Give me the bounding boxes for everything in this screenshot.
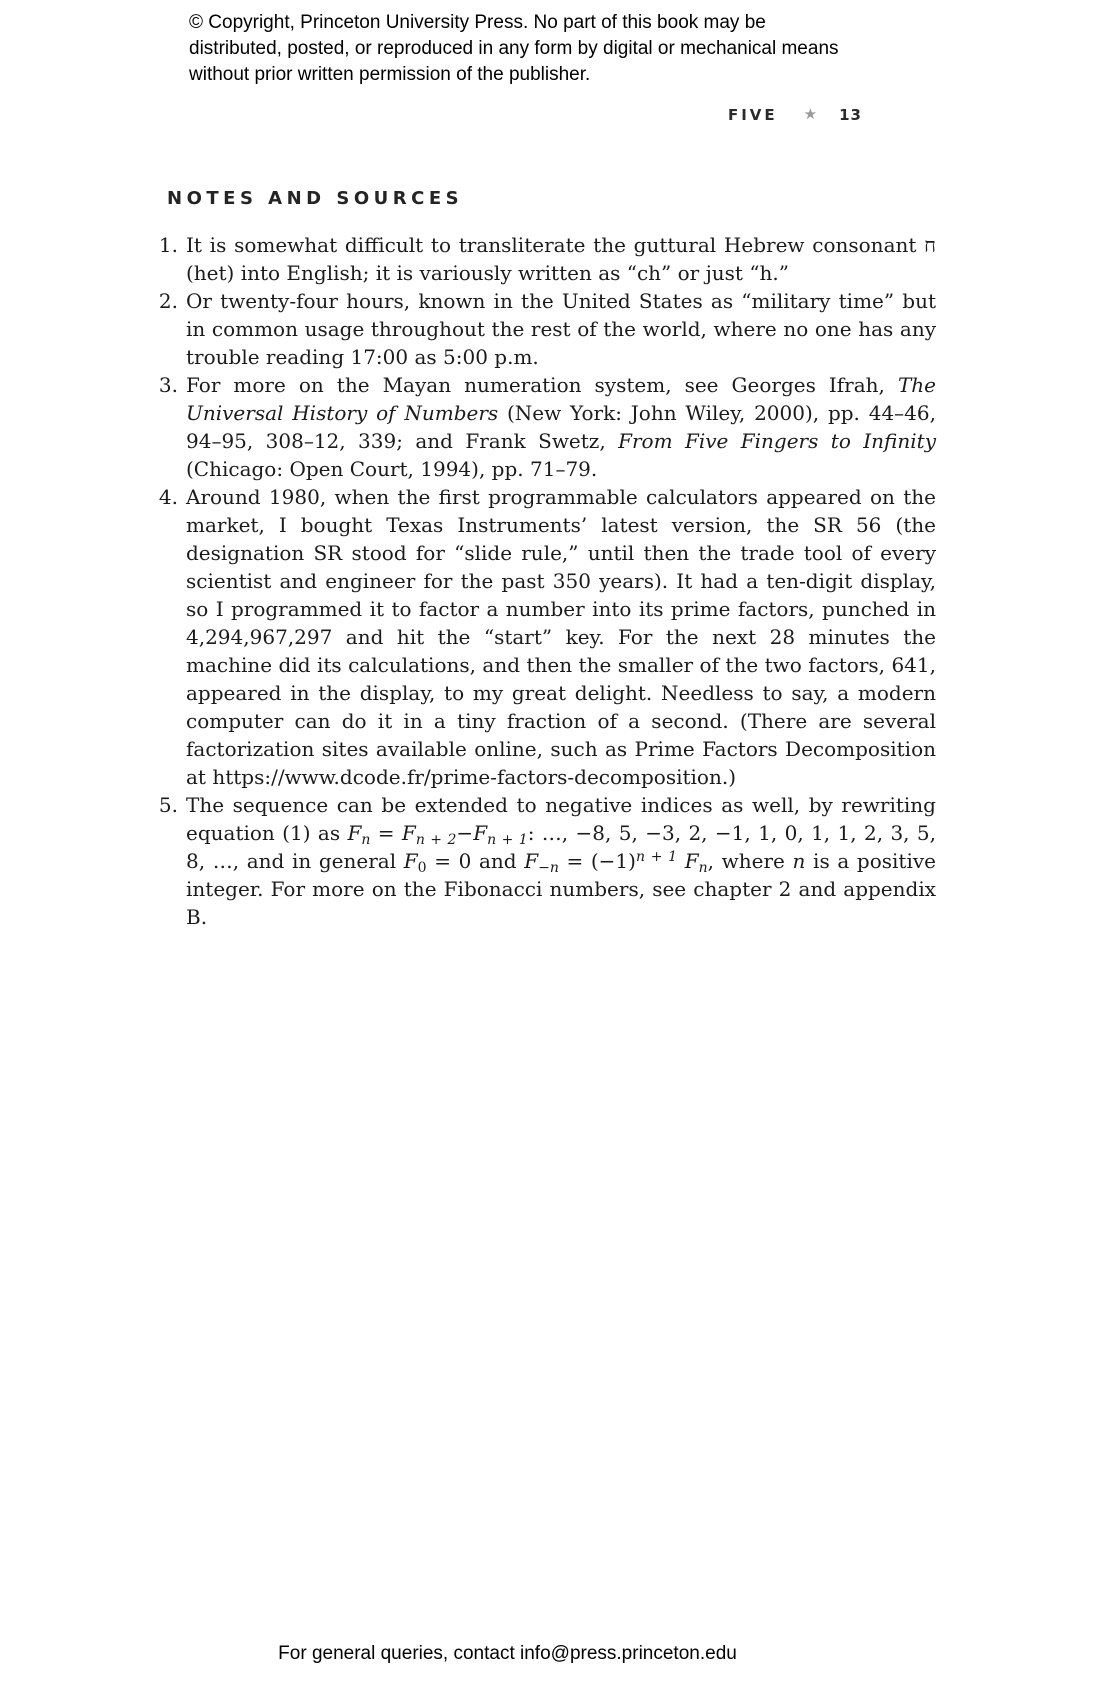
copyright-notice: © Copyright, Princeton University Press. No part of this book may be distributed, posted, or reproduced in any form by digital or mechanical means without prior written permission of the publisher. [189, 12, 839, 85]
note-number: 4. [158, 485, 178, 509]
note-text: It is somewhat difficult to transliterate the guttural Hebrew consonant ח (het) into English; it is variously written as “ch” or just “h.” [186, 233, 936, 285]
note-text: Around 1980, when the first programmable calculators appeared on the market, I bought Texas Instruments’ latest version, the SR 56 (the designation SR stood for “slide rule,” until then the trade tool of every scientist and engineer for the past 350 years). It had a ten-digit display, so I programmed it to factor a number into its prime factors, punched in 4,294,967,297 and hit the “start” key. For the next 28 minutes the machine did its calculations, and then the smaller of the two factors, 641, appeared in the display, to my great delight. Needless to say, a modern computer can do it in a tiny fraction of a second. (There are several factorization sites available online, such as Prime Factors Decomposition at https://www.dcode.fr/prime-factors-decomposition.) [186, 485, 936, 789]
note-number: 2. [158, 289, 178, 313]
chapter-label: FIVE [727, 106, 778, 124]
note-text: For more on the Mayan numeration system, see Georges Ifrah, The Universal History of Numbers (New York: John Wiley, 2000), pp. 44–46, 94–95, 308–12, 339; and Frank Swetz, From Five Fingers to Infinity (Chicago: Open Court, 1994), pp. 71–79. [186, 373, 936, 481]
note-text: The sequence can be extended to negative indices as well, by rewriting equation (1) as $F_n = F_{n + 2}-F_{n + 1}$: …, −8, 5, −3, 2, −1, 1, 0, 1, 1, 2, 3, 5, 8, …, and in general $F_0 = 0$ and $F_{-n} = (-1)^{n + 1}$ $F_n$, where n is a positive integer. For more on the Fibonacci numbers, see chapter 2 and appendix B. [186, 793, 937, 929]
note-item [152, 231, 936, 287]
footer-contact: For general queries, contact info@press.princeton.edu [278, 1643, 737, 1664]
page-number: 13 [839, 106, 862, 124]
note-text: Or twenty-four hours, known in the United States as “military time” but in common usage throughout the rest of the world, where no one has any trouble reading 17:00 as 5:00 p.m. [186, 289, 936, 369]
star-icon: ★ [803, 106, 818, 123]
note-item [152, 287, 936, 371]
notes-list [152, 231, 936, 931]
running-head [0, 105, 862, 125]
note-item [152, 371, 936, 483]
note-number: 3. [158, 373, 178, 397]
note-item [152, 791, 936, 931]
section-heading: NOTES AND SOURCES [167, 188, 464, 209]
note-number: 1. [158, 233, 178, 257]
note-number: 5. [158, 793, 178, 817]
note-item [152, 483, 936, 791]
